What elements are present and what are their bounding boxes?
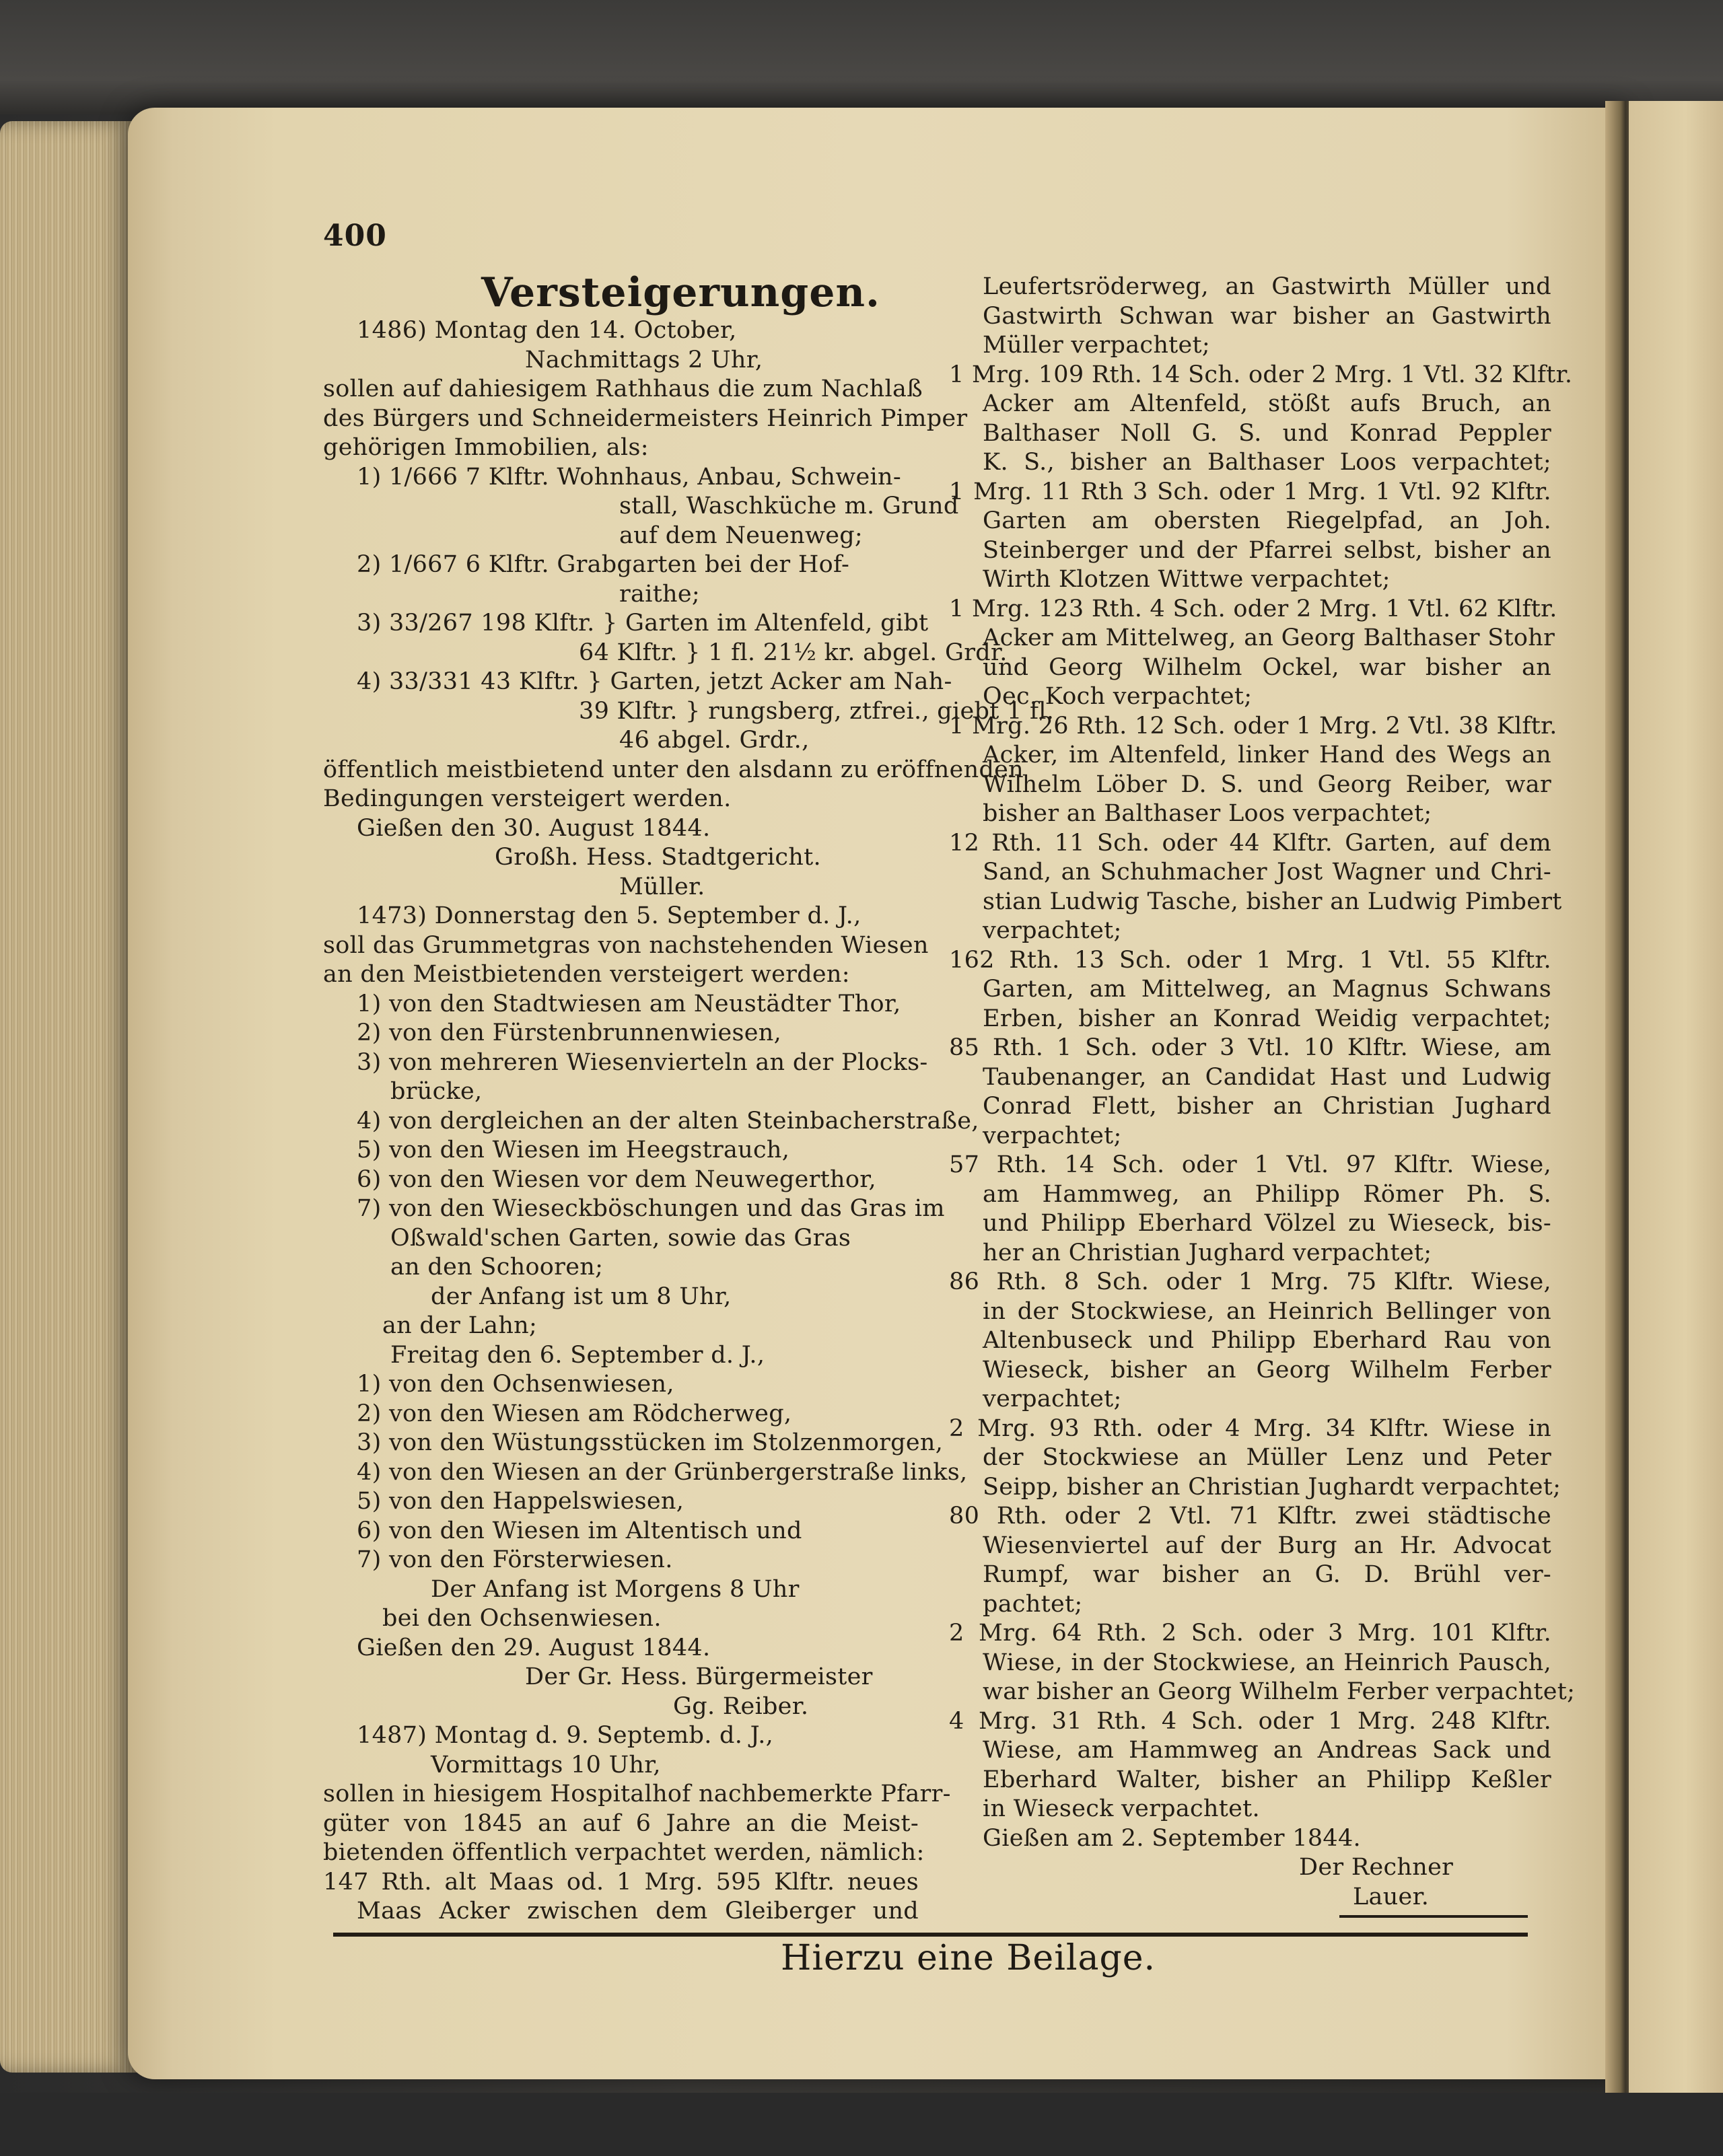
text-line: 1487) Montag d. 9. Septemb. d. J., xyxy=(357,1722,774,1749)
text-line: Gießen den 30. August 1844. xyxy=(357,814,711,842)
text-line: 46 abgel. Grdr., xyxy=(619,727,810,754)
text-line: der Stockwiese an Müller Lenz und Peter xyxy=(983,1444,1551,1471)
text-line: verpachtet; xyxy=(983,1122,1122,1149)
left-column xyxy=(323,316,1055,1927)
text-line: Vormittags 10 Uhr, xyxy=(431,1751,661,1778)
text-line: gehörigen Immobilien, als: xyxy=(323,434,649,461)
text-line: Steinberger und der Pfarrei selbst, bisher an xyxy=(983,536,1551,564)
text-line: Oßwald'schen Garten, sowie das Gras xyxy=(390,1224,851,1252)
text-line: bietenden öffentlich verpachtet werden, nämlich: xyxy=(323,1839,925,1866)
text-line: verpachtet; xyxy=(983,1386,1122,1412)
text-line: raithe; xyxy=(619,580,701,608)
text-line: Acker am Altenfeld, stößt aufs Bruch, an xyxy=(983,390,1551,417)
text-line: Großh. Hess. Stadtgericht. xyxy=(495,844,821,871)
page-number: 400 xyxy=(323,219,387,253)
text-line: 1 Mrg. 26 Rth. 12 Sch. oder 1 Mrg. 2 Vtl. 38 Klftr. xyxy=(949,712,1557,740)
text-line: Wiesenviertel auf der Burg an Hr. Advocat xyxy=(983,1532,1551,1559)
text-line: an der Lahn; xyxy=(382,1312,538,1339)
text-line: bei den Ochsenwiesen. xyxy=(382,1605,662,1632)
text-line: Taubenanger, an Candidat Hast und Ludwig xyxy=(983,1063,1551,1091)
text-line: Eberhard Walter, bisher an Philipp Keßler xyxy=(983,1766,1551,1793)
text-line: Gastwirth Schwan war bisher an Gastwirth xyxy=(983,302,1551,330)
text-line: 2) von den Fürstenbrunnenwiesen, xyxy=(357,1019,782,1046)
text-line: Garten am obersten Riegelpfad, an Joh. xyxy=(983,507,1551,534)
text-line: 3) von mehreren Wiesenvierteln an der Plocks- xyxy=(357,1048,928,1076)
text-line: in der Stockwiese, an Heinrich Bellinger von xyxy=(983,1297,1551,1325)
text-line: Wilhelm Löber D. S. und Georg Reiber, war xyxy=(983,770,1551,798)
text-line: 6) von den Wiesen im Altentisch und xyxy=(357,1517,802,1544)
text-line: 162 Rth. 13 Sch. oder 1 Mrg. 1 Vtl. 55 Klftr. xyxy=(949,946,1551,974)
text-line: Gießen am 2. September 1844. xyxy=(983,1824,1361,1852)
text-line: Leufertsröderweg, an Gastwirth Müller und xyxy=(983,273,1551,300)
text-line: an den Schooren; xyxy=(390,1254,604,1281)
text-line: Wiese, am Hammweg an Andreas Sack und xyxy=(983,1737,1551,1764)
text-line: 6) von den Wiesen vor dem Neuwegerthor, xyxy=(357,1165,876,1193)
text-line: Der Gr. Hess. Bürgermeister xyxy=(525,1663,873,1690)
text-line: in Wieseck verpachtet. xyxy=(983,1795,1260,1822)
text-line: 4) von dergleichen an der alten Steinbacherstraße, xyxy=(357,1107,979,1135)
text-line: Der Rechner xyxy=(1299,1854,1454,1881)
scan-bottom-margin xyxy=(0,2093,1723,2156)
footer-note: Hierzu eine Beilage. xyxy=(781,1938,1156,1978)
text-line: 1 Mrg. 123 Rth. 4 Sch. oder 2 Mrg. 1 Vtl. 62 Klftr. xyxy=(949,595,1557,622)
text-line: und Georg Wilhelm Ockel, war bisher an xyxy=(983,653,1551,681)
text-line: Erben, bisher an Konrad Weidig verpachtet; xyxy=(983,1005,1551,1032)
text-line: Altenbuseck und Philipp Eberhard Rau von xyxy=(983,1327,1551,1354)
text-line: 80 Rth. oder 2 Vtl. 71 Klftr. zwei städtische xyxy=(949,1503,1551,1530)
text-line: 1) von den Stadtwiesen am Neustädter Thor, xyxy=(357,990,901,1017)
text-line: 39 Klftr. } rungsberg, ztfrei., giebt 1 fl. xyxy=(579,697,1055,725)
text-line: 7) von den Försterwiesen. xyxy=(357,1546,673,1573)
text-line: 4) von den Wiesen an der Grünbergerstraße links, xyxy=(357,1458,968,1486)
text-line: der Anfang ist um 8 Uhr, xyxy=(431,1283,732,1310)
section-heading: Versteigerungen. xyxy=(481,269,880,316)
text-line: und Philipp Eberhard Völzel zu Wieseck, bis- xyxy=(983,1210,1551,1237)
text-line: stall, Waschküche m. Grund xyxy=(619,493,959,519)
text-line: 4 Mrg. 31 Rth. 4 Sch. oder 1 Mrg. 248 Klftr. xyxy=(949,1707,1551,1735)
text-line: 5) von den Wiesen im Heegstrauch, xyxy=(357,1137,790,1163)
closing-rule xyxy=(333,1933,1528,1937)
text-line: sollen auf dahiesigem Rathhaus die zum Nachlaß xyxy=(323,375,923,402)
right-column xyxy=(949,273,1576,1912)
text-line: 1) von den Ochsenwiesen, xyxy=(357,1371,674,1398)
text-line: 12 Rth. 11 Sch. oder 44 Klftr. Garten, auf dem xyxy=(949,829,1551,857)
text-line: 1) 1/666 7 Klftr. Wohnhaus, Anbau, Schwein- xyxy=(357,463,901,491)
text-line: 147 Rth. alt Maas od. 1 Mrg. 595 Klftr. neues xyxy=(323,1868,919,1896)
text-line: 2 Mrg. 64 Rth. 2 Sch. oder 3 Mrg. 101 Klftr. xyxy=(949,1620,1551,1647)
text-line: Lauer. xyxy=(1353,1883,1430,1910)
text-line: 1 Mrg. 11 Rth 3 Sch. oder 1 Mrg. 1 Vtl. 92 Klftr. xyxy=(949,478,1551,505)
text-line: Gg. Reiber. xyxy=(673,1692,809,1720)
text-line: Bedingungen versteigert werden. xyxy=(323,785,732,812)
text-line: Acker, im Altenfeld, linker Hand des Wegs an xyxy=(983,742,1551,768)
text-line: des Bürgers und Schneidermeisters Heinrich Pimper xyxy=(323,404,968,432)
text-line: stian Ludwig Tasche, bisher an Ludwig Pimbert xyxy=(983,888,1562,915)
text-line: am Hammweg, an Philipp Römer Ph. S. xyxy=(983,1180,1551,1208)
text-line: Wirth Klotzen Wittwe verpachtet; xyxy=(983,566,1391,593)
text-line: Der Anfang ist Morgens 8 Uhr xyxy=(431,1575,800,1603)
text-line: Balthaser Noll G. S. und Konrad Peppler xyxy=(983,419,1551,447)
text-line: 7) von den Wieseckböschungen und das Gras im xyxy=(357,1195,945,1222)
facing-page-edge xyxy=(1629,101,1723,2093)
text-line: brücke, xyxy=(390,1078,483,1105)
text-line: güter von 1845 an auf 6 Jahre an die Meist- xyxy=(323,1809,919,1837)
text-line: 85 Rth. 1 Sch. oder 3 Vtl. 10 Klftr. Wiese, am xyxy=(949,1034,1551,1061)
text-line: Maas Acker zwischen dem Gleiberger und xyxy=(357,1898,919,1925)
text-line: Freitag den 6. September d. J., xyxy=(390,1341,765,1369)
page-stack-edge xyxy=(0,121,138,2073)
text-line: K. S., bisher an Balthaser Loos verpachtet; xyxy=(983,449,1551,476)
text-line: Acker am Mittelweg, an Georg Balthaser Stohr xyxy=(983,624,1555,651)
text-line: Müller verpachtet; xyxy=(983,332,1211,359)
text-line: öffentlich meistbietend unter den alsdann zu eröffnenden xyxy=(323,756,1024,783)
text-line: bisher an Balthaser Loos verpachtet; xyxy=(983,800,1432,827)
text-line: 1 Mrg. 109 Rth. 14 Sch. oder 2 Mrg. 1 Vtl. 32 Klftr. xyxy=(949,361,1573,388)
text-line: Wieseck, bisher an Georg Wilhelm Ferber xyxy=(983,1356,1551,1384)
text-line: verpachtet; xyxy=(983,917,1122,944)
text-line: Oec. Koch verpachtet; xyxy=(983,683,1253,710)
text-line: her an Christian Jughard verpachtet; xyxy=(983,1239,1432,1266)
text-line: war bisher an Georg Wilhelm Ferber verpachtet; xyxy=(983,1678,1576,1705)
text-line: Garten, am Mittelweg, an Magnus Schwans xyxy=(983,976,1551,1003)
text-line: auf dem Neuenweg; xyxy=(619,522,864,549)
text-line: 2) von den Wiesen am Rödcherweg, xyxy=(357,1400,792,1427)
text-line: soll das Grummetgras von nachstehenden Wiesen xyxy=(323,931,929,959)
text-line: 1486) Montag den 14. October, xyxy=(357,317,737,344)
text-line: Conrad Flett, bisher an Christian Jughard xyxy=(983,1093,1551,1120)
signature-rule xyxy=(1339,1915,1528,1918)
text-line: 2 Mrg. 93 Rth. oder 4 Mrg. 34 Klftr. Wiese in xyxy=(949,1414,1551,1442)
text-line: an den Meistbietenden versteigert werden: xyxy=(323,961,850,988)
text-line: sollen in hiesigem Hospitalhof nachbemerkte Pfarr- xyxy=(323,1781,951,1807)
text-line: Sand, an Schuhmacher Jost Wagner und Chri- xyxy=(983,859,1551,886)
text-line: 3) 33/267 198 Klftr. } Garten im Altenfeld, gibt xyxy=(357,610,929,637)
text-line: Wiese, in der Stockwiese, an Heinrich Pausch, xyxy=(983,1649,1551,1676)
text-line: 5) von den Happelswiesen, xyxy=(357,1488,684,1515)
text-line: Rumpf, war bisher an G. D. Brühl ver- xyxy=(983,1561,1551,1588)
text-line: pachtet; xyxy=(983,1590,1083,1618)
book-top-edge xyxy=(0,0,1723,114)
text-line: 57 Rth. 14 Sch. oder 1 Vtl. 97 Klftr. Wiese, xyxy=(949,1151,1551,1178)
text-line: 86 Rth. 8 Sch. oder 1 Mrg. 75 Klftr. Wiese, xyxy=(949,1268,1551,1295)
text-line: Müller. xyxy=(619,873,705,900)
text-line: 2) 1/667 6 Klftr. Grabgarten bei der Hof- xyxy=(357,551,850,578)
text-line: Seipp, bisher an Christian Jughardt verpachtet; xyxy=(983,1473,1561,1501)
text-line: 64 Klftr. } 1 fl. 21½ kr. abgel. Grdr. xyxy=(579,639,1008,666)
text-line: 3) von den Wüstungsstücken im Stolzenmorgen, xyxy=(357,1429,944,1456)
text-line: 1473) Donnerstag den 5. September d. J., xyxy=(357,902,862,929)
text-line: Nachmittags 2 Uhr, xyxy=(525,346,763,373)
text-line: 4) 33/331 43 Klftr. } Garten, jetzt Acker am Nah- xyxy=(357,668,952,695)
text-line: Gießen den 29. August 1844. xyxy=(357,1634,711,1661)
